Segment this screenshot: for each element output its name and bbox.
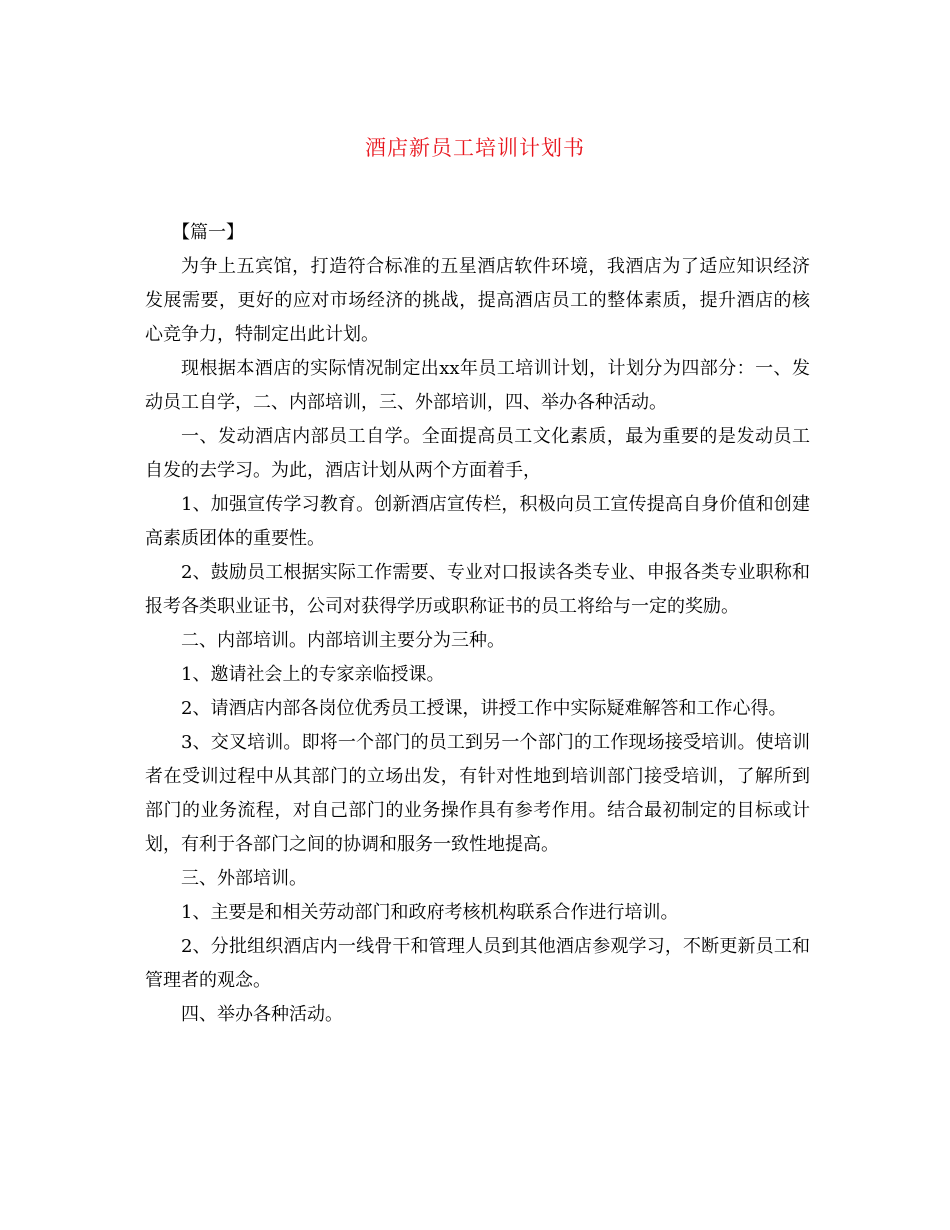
paragraph: 1、邀请社会上的专家亲临授课。 bbox=[181, 664, 445, 685]
paragraph: 三、外部培训。 bbox=[181, 868, 307, 889]
paragraph: 二、内部培训。内部培训主要分为三种。 bbox=[181, 630, 505, 651]
document-body bbox=[145, 216, 810, 1032]
paragraph: 四、举办各种活动。 bbox=[181, 1004, 343, 1025]
paragraph: 现根据本酒店的实际情况制定出xx年员工培训计划，计划分为四部分：一、发动员工自学，二、内部培训，三、外部培训，四、举办各种活动。 bbox=[145, 358, 810, 413]
paragraph: 2、请酒店内部各岗位优秀员工授课，讲授工作中实际疑难解答和工作心得。 bbox=[181, 698, 787, 719]
paragraph: 2、分批组织酒店内一线骨干和管理人员到其他酒店参观学习，不断更新员工和管理者的观念。 bbox=[145, 936, 810, 991]
section-label: 【篇一】 bbox=[172, 222, 244, 243]
paragraph: 1、主要是和相关劳动部门和政府考核机构联系合作进行培训。 bbox=[181, 902, 679, 923]
paragraph: 3、交叉培训。即将一个部门的员工到另一个部门的工作现场接受培训。使培训者在受训过程中从其部门的立场出发，有针对性地到培训部门接受培训，了解所到部门的业务流程，对自己部门的业务操作具有参考作用。结合最初制定的目标或计划，有利于各部门之间的协调和服务一致性地提高。 bbox=[145, 732, 810, 855]
paragraph: 2、鼓励员工根据实际工作需要、专业对口报读各类专业、申报各类专业职称和报考各类职业证书，公司对获得学历或职称证书的员工将给与一定的奖励。 bbox=[145, 562, 810, 617]
paragraph: 一、发动酒店内部员工自学。全面提高员工文化素质，最为重要的是发动员工自发的去学习。为此，酒店计划从两个方面着手， bbox=[145, 426, 810, 481]
document-title: 酒店新员工培训计划书 bbox=[365, 136, 585, 160]
paragraph: 为争上五宾馆，打造符合标准的五星酒店软件环境，我酒店为了适应知识经济发展需要，更好的应对市场经济的挑战，提高酒店员工的整体素质，提升酒店的核心竞争力，特制定出此计划。 bbox=[145, 256, 810, 345]
paragraph: 1、加强宣传学习教育。创新酒店宣传栏，积极向员工宣传提高自身价值和创建高素质团体的重要性。 bbox=[145, 494, 810, 549]
